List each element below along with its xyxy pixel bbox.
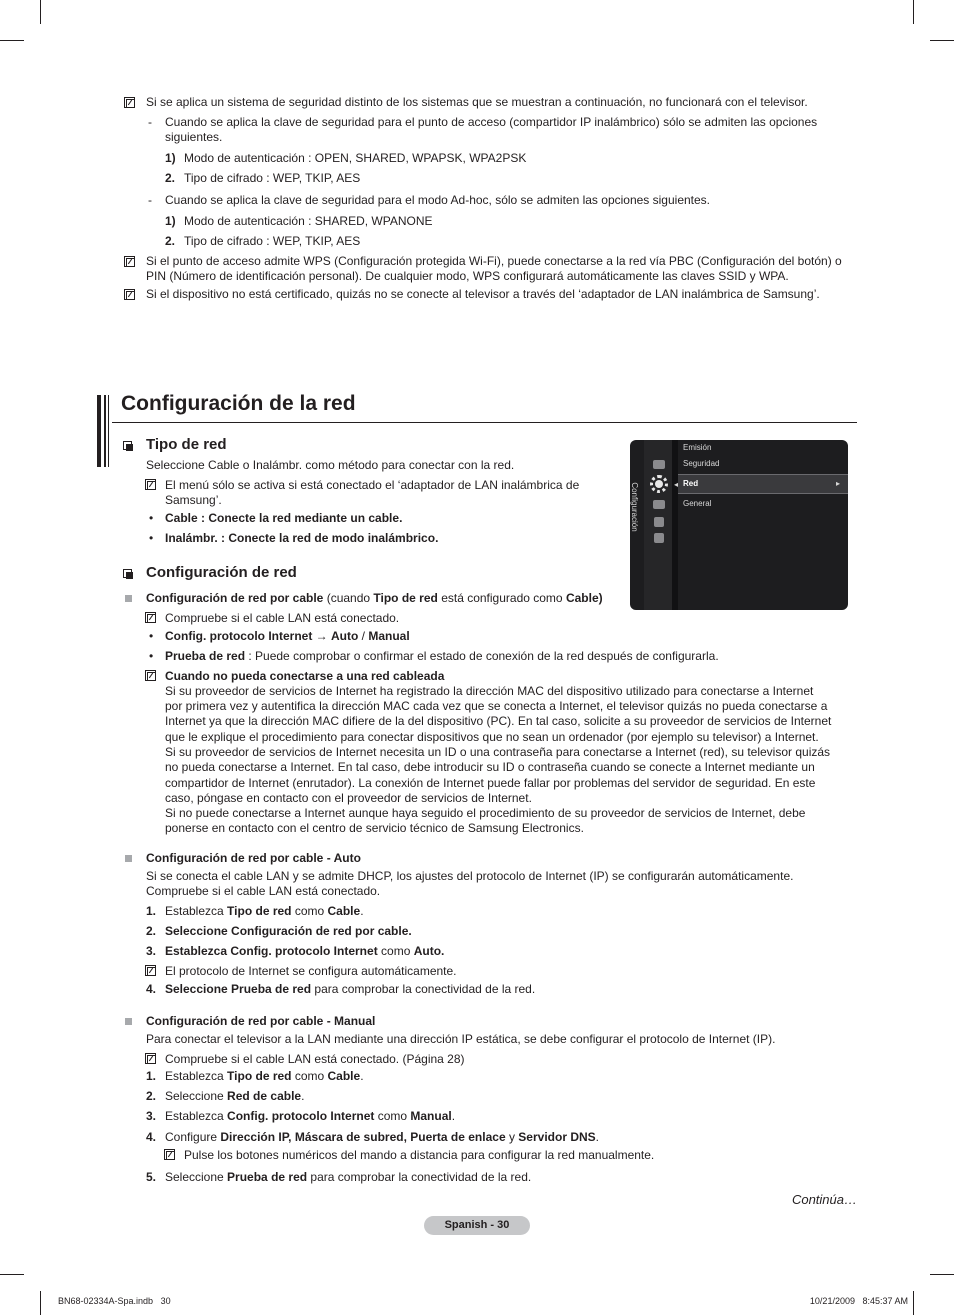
step-number: 3. <box>146 1109 157 1123</box>
square-bullet-icon <box>125 855 132 862</box>
note-icon <box>124 256 135 267</box>
step-number: 2. <box>146 1089 157 1103</box>
crop-mark <box>930 1274 954 1275</box>
note-text: PIN (Número de identificación personal). De cualquier modo, WPS configurará automáticamente las claves SSID y WPA. <box>146 269 789 283</box>
bullet-text: Config. protocolo Internet → Auto / Manual <box>165 629 410 643</box>
item-number: 1) <box>165 151 176 165</box>
crop-mark <box>40 0 41 24</box>
step-text: Establezca Tipo de red como Cable. <box>165 904 364 918</box>
bullet-text: Prueba de red : Puede comprobar o confirmar el estado de conexión de la red después de configurarla. <box>165 649 719 663</box>
list-text: Modo de autenticación : OPEN, SHARED, WPAPSK, WPA2PSK <box>184 151 527 165</box>
section-title: Configuración de la red <box>121 392 356 415</box>
body-text: Configuración de red por cable (cuando Tipo de red está configurado como Cable) <box>146 591 603 605</box>
step-text: Establezca Config. protocolo Internet como Auto. <box>165 944 445 958</box>
crop-mark <box>913 1291 914 1315</box>
bullet-text: Cable : Conecte la red mediante un cable. <box>165 511 403 525</box>
menu-item-red: Red <box>683 479 699 488</box>
step-text: Establezca Config. protocolo Internet como Manual. <box>165 1109 456 1123</box>
step-text: Seleccione Prueba de red para comprobar la conectividad de la red. <box>165 982 536 996</box>
menu-vertical-label: Configuración <box>630 482 639 532</box>
note-text: Si se aplica un sistema de seguridad distinto de los sistemas que se muestran a continuación, no funcionará con el televisor. <box>146 95 808 109</box>
menu-arrow-right: ▸ <box>836 479 841 488</box>
note-text: Si su proveedor de servicios de Internet necesita un ID o una contraseña para conectarse a Internet (red), su televisor quizás <box>165 745 831 759</box>
bullet: • <box>149 531 154 545</box>
section-bar <box>104 395 106 467</box>
application-icon <box>654 517 664 527</box>
subheading-tipo-de-red: Tipo de red <box>146 436 227 453</box>
square-bullet-icon <box>125 595 132 602</box>
subheading-configuracion-de-red: Configuración de red <box>146 564 297 581</box>
menu-separator <box>672 440 678 610</box>
menu-item-emision: Emisión <box>683 443 712 452</box>
step-title: Configuración de red por cable - Manual <box>146 1014 376 1028</box>
list-text: siguientes. <box>165 130 223 144</box>
note-text: compartidor de Internet (enrutador). La conexión de Internet puede fallar por problemas del servidor de seguridad. En este <box>165 776 816 790</box>
note-text: Compruebe si el cable LAN está conectado. (Página 28) <box>165 1052 465 1066</box>
list-text: Tipo de cifrado : WEP, TKIP, AES <box>184 234 361 248</box>
note-text: no pueda conectarse a Internet. En tal caso, debe introducir su ID o contraseña cuando se conecte a Internet mediante un <box>165 760 815 774</box>
step-number: 4. <box>146 982 157 996</box>
item-number: 2. <box>165 234 176 248</box>
square-bullet-icon <box>125 1018 132 1025</box>
step-text: Seleccione Configuración de red por cable. <box>165 924 412 938</box>
step-title: Configuración de red por cable - Auto <box>146 851 361 865</box>
crop-mark <box>40 1291 41 1315</box>
note-icon <box>124 97 135 108</box>
note-text: Si el punto de acceso admite WPS (Configuración protegida Wi-Fi), puede conectarse a la red vía PBC (Configuración del botón) o <box>146 254 842 268</box>
list-text: Modo de autenticación : SHARED, WPANONE <box>184 214 433 228</box>
list-text: Tipo de cifrado : WEP, TKIP, AES <box>184 171 361 185</box>
continues-label: Continúa… <box>791 1192 857 1207</box>
bullet: • <box>149 649 154 663</box>
note-icon <box>164 1149 175 1160</box>
step-number: 1. <box>146 904 157 918</box>
note-text: El protocolo de Internet se configura automáticamente. <box>165 964 457 978</box>
step-number: 5. <box>146 1170 157 1184</box>
note-text: Compruebe si el cable LAN está conectado. <box>165 611 400 625</box>
tv-menu-screenshot <box>630 440 848 610</box>
note-icon <box>145 479 156 490</box>
section-bar <box>97 395 101 467</box>
step-number: 4. <box>146 1130 157 1144</box>
item-number: 2. <box>165 171 176 185</box>
page-number: Spanish - 30 <box>444 1219 510 1231</box>
note-icon <box>145 1053 156 1064</box>
channel-icon <box>653 460 665 469</box>
note-text: Si no puede conectarse a Internet aunque haya seguido el procedimiento de su proveedor de servicios de Internet, debe <box>165 806 806 820</box>
note-text: que le explique el procedimiento para conectar dispositivos que no sean un ordenador (por ejemplo su televisor) a Internet. <box>165 730 819 744</box>
item-number: 1) <box>165 214 176 228</box>
crop-mark <box>913 0 914 24</box>
step-text: Seleccione Prueba de red para comprobar la conectividad de la red. <box>165 1170 532 1184</box>
note-text: El menú sólo se activa si está conectado el ‘adaptador de LAN inalámbrica de <box>165 478 580 492</box>
section-rule <box>112 422 857 423</box>
note-text: ponerse en contacto con el centro de servicio técnico de Samsung Electronics. <box>165 821 584 835</box>
note-icon <box>145 965 156 976</box>
note-text: por primera vez y autentifica la dirección MAC cada vez que se conecta a Internet, el televisor quizás no pueda conectarse a <box>165 699 828 713</box>
note-text: Samsung’. <box>165 493 222 507</box>
note-icon <box>124 289 135 300</box>
dash: - <box>148 193 152 207</box>
crop-mark <box>930 40 954 41</box>
support-icon <box>654 533 664 543</box>
step-number: 2. <box>146 924 157 938</box>
step-text: Seleccione Red de cable. <box>165 1089 305 1103</box>
bullet-text: Inalámbr. : Conecte la red de modo inalámbrico. <box>165 531 439 545</box>
step-text: Configure Dirección IP, Máscara de subred, Puerta de enlace y Servidor DNS. <box>165 1130 599 1144</box>
body-text: Si se conecta el cable LAN y se admite DHCP, los ajustes del protocolo de Internet (IP) se configurarán automáticamente. <box>146 869 794 883</box>
checkbox-icon <box>123 441 132 450</box>
bullet: • <box>149 629 154 643</box>
dash: - <box>148 115 152 129</box>
body-text: Seleccione Cable o Inalámbr. como método para conectar con la red. <box>146 458 515 472</box>
checkbox-icon <box>123 569 132 578</box>
body-text: Compruebe si el cable LAN está conectado. <box>146 884 381 898</box>
page-number-badge <box>424 1216 530 1235</box>
step-number: 1. <box>146 1069 157 1083</box>
note-title: Cuando no pueda conectarse a una red cableada <box>165 669 445 683</box>
note-icon <box>145 612 156 623</box>
note-text: caso, póngase en contacto con el proveedor de servicios de Internet. <box>165 791 532 805</box>
note-icon <box>145 670 156 681</box>
list-text: Cuando se aplica la clave de seguridad para el punto de acceso (compartidor IP inalámbrico) sólo se admiten las opciones <box>165 115 818 129</box>
crop-mark <box>0 40 24 41</box>
body-text: Para conectar el televisor a la LAN mediante una dirección IP estática, se debe configurar el protocolo de Internet (IP). <box>146 1032 776 1046</box>
menu-item-selected <box>678 474 848 494</box>
list-text: Cuando se aplica la clave de seguridad para el modo Ad-hoc, sólo se admiten las opciones siguientes. <box>165 193 711 207</box>
input-icon <box>653 500 665 509</box>
note-text: Si su proveedor de servicios de Internet ha registrado la dirección MAC del dispositivo utilizado para conectarse a Internet <box>165 684 814 698</box>
step-text: Establezca Tipo de red como Cable. <box>165 1069 364 1083</box>
step-number: 3. <box>146 944 157 958</box>
note-text: Pulse los botones numéricos del mando a distancia para configurar la red manualmente. <box>184 1148 655 1162</box>
print-datetime: 10/21/2009 8:45:37 AM <box>809 1296 908 1306</box>
menu-arrow-left: ◂ <box>674 480 679 489</box>
note-text: Internet ya que la dirección MAC difiere de la del dispositivo (PC). En tal caso, solicite a su proveedor de servicios de Internet <box>165 714 832 728</box>
section-bar <box>108 395 109 467</box>
file-info: BN68-02334A-Spa.indb 30 <box>58 1296 171 1306</box>
menu-item-general: General <box>683 499 712 508</box>
settings-gear-center <box>655 480 663 488</box>
menu-item-seguridad: Seguridad <box>683 459 720 468</box>
crop-mark <box>0 1274 24 1275</box>
note-text: Si el dispositivo no está certificado, quizás no se conecte al televisor a través del ‘adaptador de LAN inalámbrica de Samsung’. <box>146 287 820 301</box>
bullet: • <box>149 511 154 525</box>
